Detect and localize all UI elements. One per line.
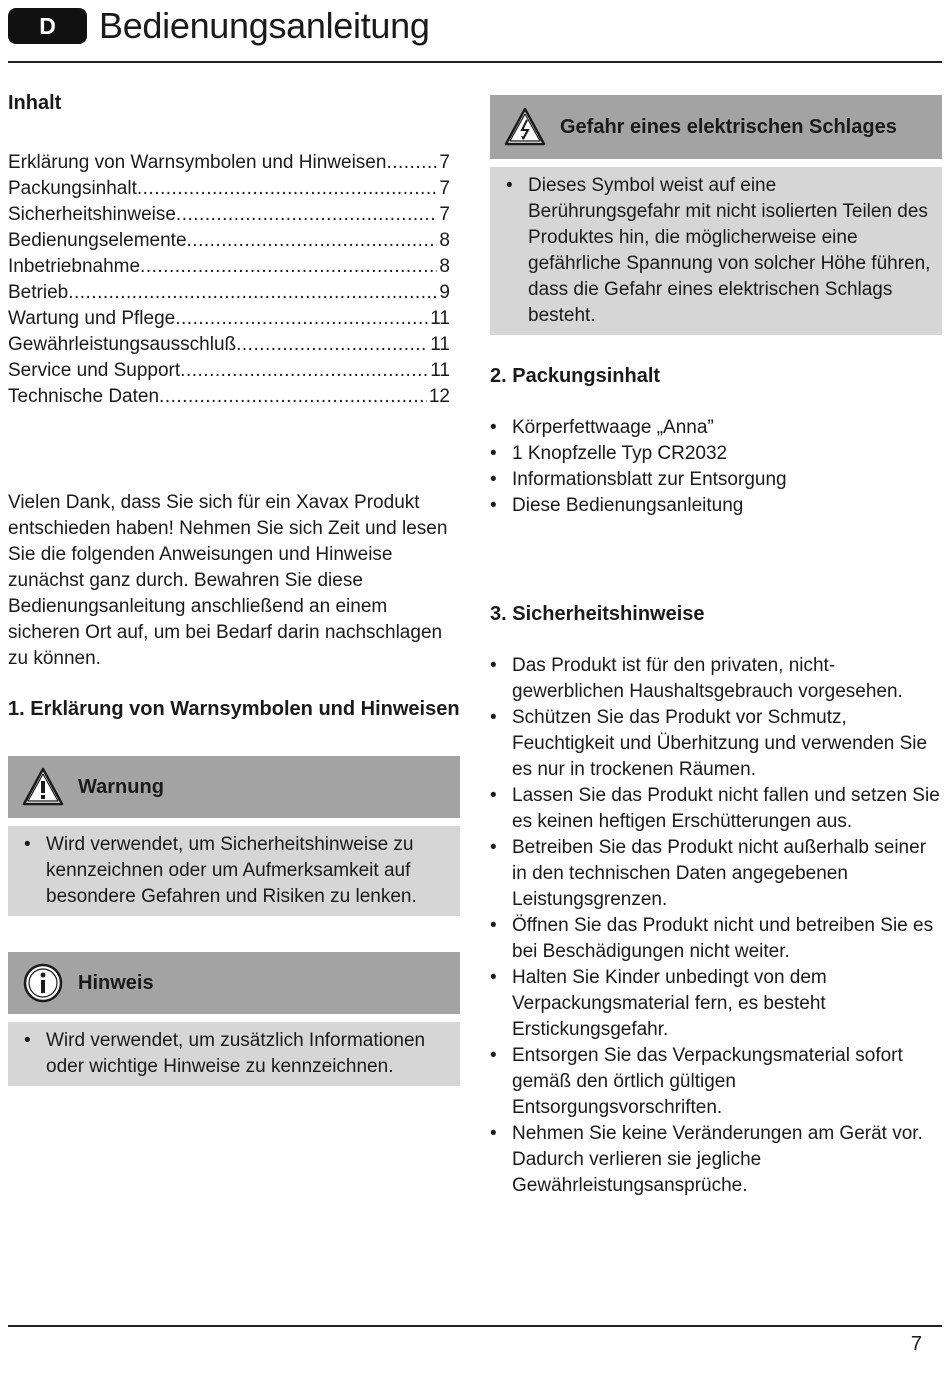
- toc-entry: [8, 306, 450, 332]
- toc-entry-page: 11: [430, 360, 450, 381]
- toc-entry-title: Wartung und Pflege: [8, 308, 176, 329]
- electric-hazard-icon: [504, 106, 546, 148]
- toc-leader: [175, 306, 428, 332]
- right-column: [490, 95, 942, 1199]
- electric-hazard-header: [490, 95, 942, 159]
- toc-entry-title: Sicherheitshinweise: [8, 204, 176, 225]
- section2-title: 2. Packungsinhalt: [490, 365, 661, 387]
- toc-entry-page: 8: [439, 256, 450, 277]
- toc-leader: [187, 228, 438, 254]
- intro-paragraph: Vielen Dank, dass Sie sich für ein Xavax Produkt entschieden haben! Nehmen Sie sich Zeit und lesen Sie die folgenden Anweisungen und Hinweise zunächst ganz durch. Bewahren Sie diese Bedienungsanleitung anschließend an einem sicheren Ort auf, um bei Bedarf darin nachschlagen zu können.: [8, 492, 448, 669]
- toc-entry: [8, 228, 450, 254]
- left-column: [8, 88, 460, 1086]
- list-item: • Betreiben Sie das Produkt nicht außerhalb seiner in den technischen Daten angegebenen Leistungsgrenzen.: [490, 835, 942, 913]
- toc-entry: [8, 280, 450, 306]
- toc-entry-page: 11: [430, 334, 450, 355]
- toc-entry-page: 12: [428, 386, 450, 407]
- note-box-header: [8, 952, 460, 1014]
- list-item: • Halten Sie Kinder unbedingt von dem Verpackungsmaterial fern, es besteht Erstickungsgefahr.: [490, 965, 942, 1043]
- warning-triangle-icon: [22, 766, 64, 808]
- language-badge: D: [8, 8, 87, 44]
- page-header: [8, 4, 430, 48]
- toc-entry-title: Bedienungselemente: [8, 230, 187, 251]
- list-item: • Körperfettwaage „Anna”: [490, 415, 942, 441]
- warning-text: • Wird verwendet, um Sicherheitshinweise zu kennzeichnen oder um Aufmerksamkeit auf besondere Gefahren und Risiken zu lenken.: [24, 832, 450, 910]
- list-item: • Lassen Sie das Produkt nicht fallen und setzen Sie es keinen heftigen Erschütterungen aus.: [490, 783, 942, 835]
- list-item: • Das Produkt ist für den privaten, nicht-gewerblichen Haushaltsgebrauch vorgesehen.: [490, 653, 942, 705]
- toc-entry-page: 7: [439, 178, 450, 199]
- toc-entry-page: 7: [439, 152, 450, 173]
- toc-title: Inhalt: [8, 92, 62, 114]
- toc-entry-page: 9: [439, 282, 450, 303]
- list-item: • Nehmen Sie keine Veränderungen am Gerät vor. Dadurch verlieren sie jegliche Gewährleistungsansprüche.: [490, 1121, 942, 1199]
- warning-box-header: [8, 756, 460, 818]
- warning-box-body: [8, 826, 460, 916]
- electric-hazard-label: Gefahr eines elektrischen Schlages: [560, 115, 897, 138]
- toc-entry-title: Inbetriebnahme: [8, 256, 141, 277]
- toc-entry-page: 7: [439, 204, 450, 225]
- package-contents-list: [490, 415, 942, 519]
- toc-entry-title: Service und Support: [8, 360, 181, 381]
- section1-title: 1. Erklärung von Warnsymbolen und Hinweisen: [8, 698, 460, 720]
- section3-title: 3. Sicherheitshinweise: [490, 603, 705, 625]
- toc-entry: [8, 254, 450, 280]
- toc-leader: [180, 358, 428, 384]
- toc-leader: [140, 254, 437, 280]
- note-text: • Wird verwendet, um zusätzlich Informationen oder wichtige Hinweise zu kennzeichnen.: [24, 1028, 450, 1080]
- toc-entry: [8, 176, 450, 202]
- note-box-body: [8, 1022, 460, 1086]
- toc-entry-title: Packungsinhalt: [8, 178, 137, 199]
- safety-instructions-list: [490, 653, 942, 1199]
- toc-leader: [236, 332, 428, 358]
- toc-leader: [68, 280, 437, 306]
- warning-label: Warnung: [78, 775, 164, 798]
- info-circle-icon: [22, 962, 64, 1004]
- list-item: • Entsorgen Sie das Verpackungsmaterial sofort gemäß den örtlich gültigen Entsorgungsvorschriften.: [490, 1043, 942, 1121]
- toc-entry-page: 11: [430, 308, 450, 329]
- note-box: [8, 952, 460, 1086]
- toc-entry-title: Gewährleistungsausschluß: [8, 334, 237, 355]
- table-of-contents: [8, 150, 450, 410]
- toc-entry: [8, 358, 450, 384]
- electric-hazard-box: [490, 95, 942, 335]
- warning-box: [8, 756, 460, 916]
- toc-entry-title: Erklärung von Warnsymbolen und Hinweisen: [8, 152, 387, 173]
- list-item: • 1 Knopfzelle Typ CR2032: [490, 441, 942, 467]
- footer-divider: [8, 1325, 942, 1327]
- list-item: • Öffnen Sie das Produkt nicht und betreiben Sie es bei Beschädigungen nicht weiter.: [490, 913, 942, 965]
- toc-leader: [176, 202, 438, 228]
- list-item: • Informationsblatt zur Entsorgung: [490, 467, 942, 493]
- toc-leader: [386, 150, 437, 176]
- toc-entry: [8, 332, 450, 358]
- toc-entry: [8, 202, 450, 228]
- document-title: Bedienungsanleitung: [99, 5, 430, 46]
- list-item: • Schützen Sie das Produkt vor Schmutz, Feuchtigkeit und Überhitzung und verwenden Sie es nur in trockenen Räumen.: [490, 705, 942, 783]
- page-number: 7: [910, 1333, 922, 1355]
- header-divider: [8, 61, 942, 63]
- note-label: Hinweis: [78, 971, 154, 994]
- electric-hazard-text: • Dieses Symbol weist auf eine Berührungsgefahr mit nicht isolierten Teilen des Produktes hin, die möglicherweise eine gefährliche Spannung von solcher Höhe führen, dass die Gefahr eines elektrischen Schlags besteht.: [506, 173, 932, 329]
- toc-leader: [137, 176, 438, 202]
- electric-hazard-body: [490, 167, 942, 335]
- toc-entry: [8, 384, 450, 410]
- toc-entry-title: Technische Daten: [8, 386, 160, 407]
- toc-entry: [8, 150, 450, 176]
- toc-entry-title: Betrieb: [8, 282, 69, 303]
- list-item: • Diese Bedienungsanleitung: [490, 493, 942, 519]
- toc-leader: [159, 384, 427, 410]
- toc-entry-page: 8: [439, 230, 450, 251]
